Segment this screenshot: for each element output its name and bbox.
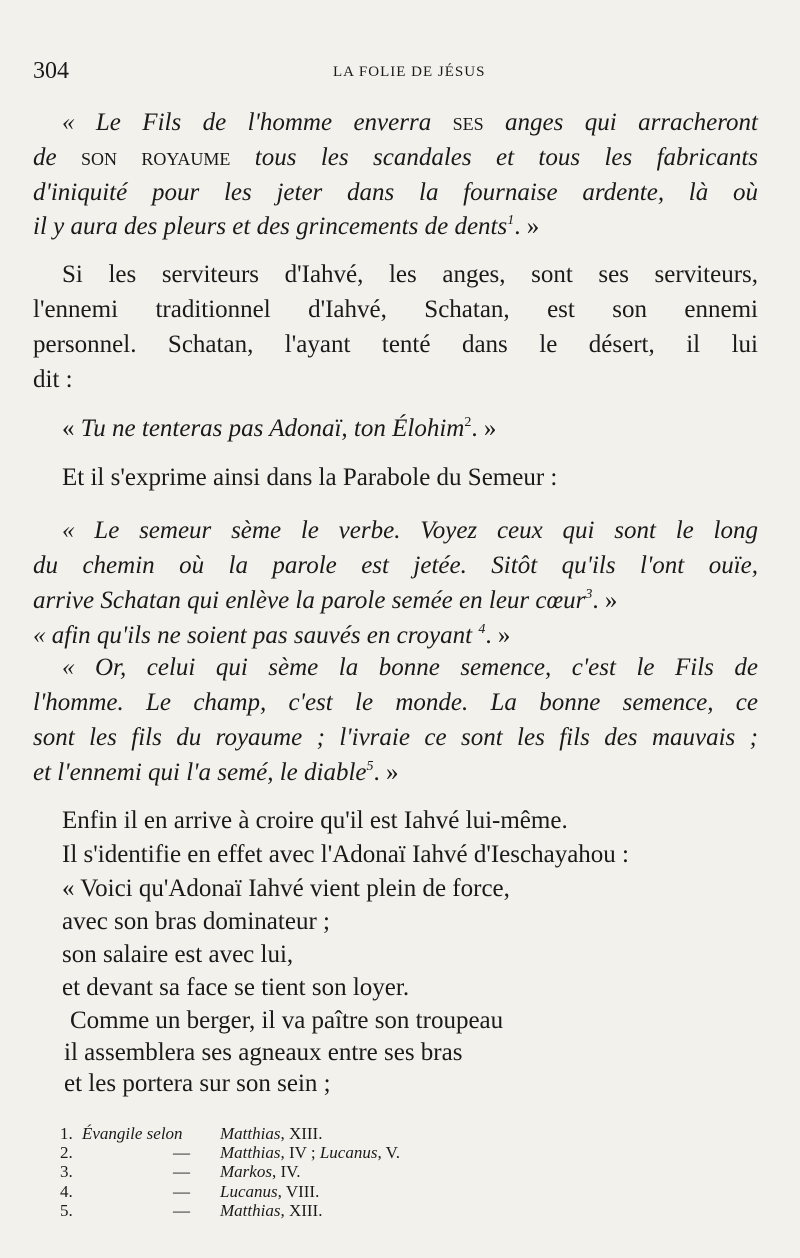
quote3-line8: et l'ennemi qui l'a semé, le diable$^5$. » [33, 759, 399, 786]
quote3-line5: « Or, celui qui sème la bonne semence, c'est le Fils de [62, 654, 758, 681]
para3-line3: « Voici qu'Adonaï Iahvé vient plein de force, [62, 875, 510, 902]
para3-line6: et devant sa face se tient son loyer. [62, 974, 410, 1001]
para1-line1: Si les serviteurs d'Iahvé, les anges, sont ses serviteurs, [62, 261, 758, 288]
para3-line4: avec son bras dominateur ; [62, 908, 330, 935]
para2-line1: Et il s'exprime ainsi dans la Parabole du Semeur : [62, 464, 558, 491]
quote2-line: « Tu ne tenteras pas Adonaï, ton Élohim$^2$. » [62, 415, 497, 442]
para3-line1: Enfin il en arrive à croire qu'il est Iahvé lui-même. [62, 807, 568, 834]
para1-line4: dit : [33, 366, 73, 393]
quote3-line6: l'homme. Le champ, c'est le monde. La bonne semence, ce [33, 689, 758, 716]
quote3-line7: sont les fils du royaume ; l'ivraie ce sont les fils des mauvais ; [33, 724, 758, 751]
quote3-line2: du chemin où la parole est jetée. Sitôt qu'ils l'ont ouïe, [33, 552, 758, 579]
page-number: 304 [33, 58, 69, 84]
quote1-line1: « Le Fils de l'homme enverra ses anges qui arracheront [62, 109, 758, 136]
book-page: 304 LA FOLIE DE JÉSUS « Le Fils de l'homme enverra ses anges qui arracheront de son royaume tous les scandales et tous les fabricants d'iniquité pour les jeter dans la fournaise ardente, là où il y aura des pleurs et des grincements de dents$^1$. » Si les serviteurs d'Iahvé, les anges, sont ses serviteurs, l'ennemi traditionnel d'Iahvé, Schatan, est son ennemi personnel. Schatan, l'ayant tenté dans le désert, il lui dit : « Tu ne tenteras pas Adonaï, ton Élohim$^2$. » Et il s'exprime ainsi dans la Parabole du Semeur : « Le semeur sème le verbe. Voyez ceux qui sont le long du chemin où la parole est jetée. Sitôt qu'ils l'ont ouïe, arrive Schatan qui enlève la parole semée en leur cœur$^3$. » « afin qu'ils ne soient pas sauvés en croyant $^4$. » « Or, celui qui sème la bonne semence, c'est le Fils de l'homme. Le champ, c'est le monde. La bonne semence, ce sont les fils du royaume ; l'ivraie ce sont les fils des mauvais ; et l'ennemi qui l'a semé, le diable$^5$. » Enfin il en arrive à croire qu'il est Iahvé lui-même. Il s'identifie en effet avec l'Adonaï Iahvé d'Ieschayahou : « Voici qu'Adonaï Iahvé vient plein de force, avec son bras dominateur ; son salaire est avec lui, et devant sa face se tient son loyer. Comme un berger, il va paître son troupeau il assemblera ses agneaux entre ses bras et les portera sur son sein ; 1. Évangile selon Matthias, XIII. 2. — Matthias, IV ; Lucanus, V. 3. — Markos, IV. 4. — Lucanus, VIII. 5. — Matthias, XIII. [33, 58, 758, 1220]
para3-line2: Il s'identifie en effet avec l'Adonaï Iahvé d'Ieschayahou : [62, 841, 629, 868]
page-header [33, 58, 760, 88]
quote3-line1: « Le semeur sème le verbe. Voyez ceux qui sont le long [62, 517, 758, 544]
quote3-line3: arrive Schatan qui enlève la parole semée en leur cœur$^3$. » [33, 587, 618, 614]
quote1-line4: il y aura des pleurs et des grincements de dents$^1$. » [33, 213, 540, 240]
running-title: LA FOLIE DE JÉSUS [333, 64, 486, 80]
para3-line5: son salaire est avec lui, [62, 941, 294, 968]
quote1-line3: d'iniquité pour les jeter dans la fournaise ardente, là où [33, 179, 758, 206]
para3-line7: Comme un berger, il va paître son troupeau [70, 1007, 504, 1034]
para3-line8: il assemblera ses agneaux entre ses bras [64, 1039, 463, 1066]
quote3-line4: « afin qu'ils ne soient pas sauvés en croyant $^4$. » [33, 622, 511, 649]
para3-line9: et les portera sur son sein ; [64, 1070, 331, 1097]
para1-line3: personnel. Schatan, l'ayant tenté dans le désert, il lui [33, 331, 758, 358]
para1-line2: l'ennemi traditionnel d'Iahvé, Schatan, est son ennemi [33, 296, 758, 323]
quote1-line2: de son royaume tous les scandales et tous les fabricants [33, 144, 758, 171]
